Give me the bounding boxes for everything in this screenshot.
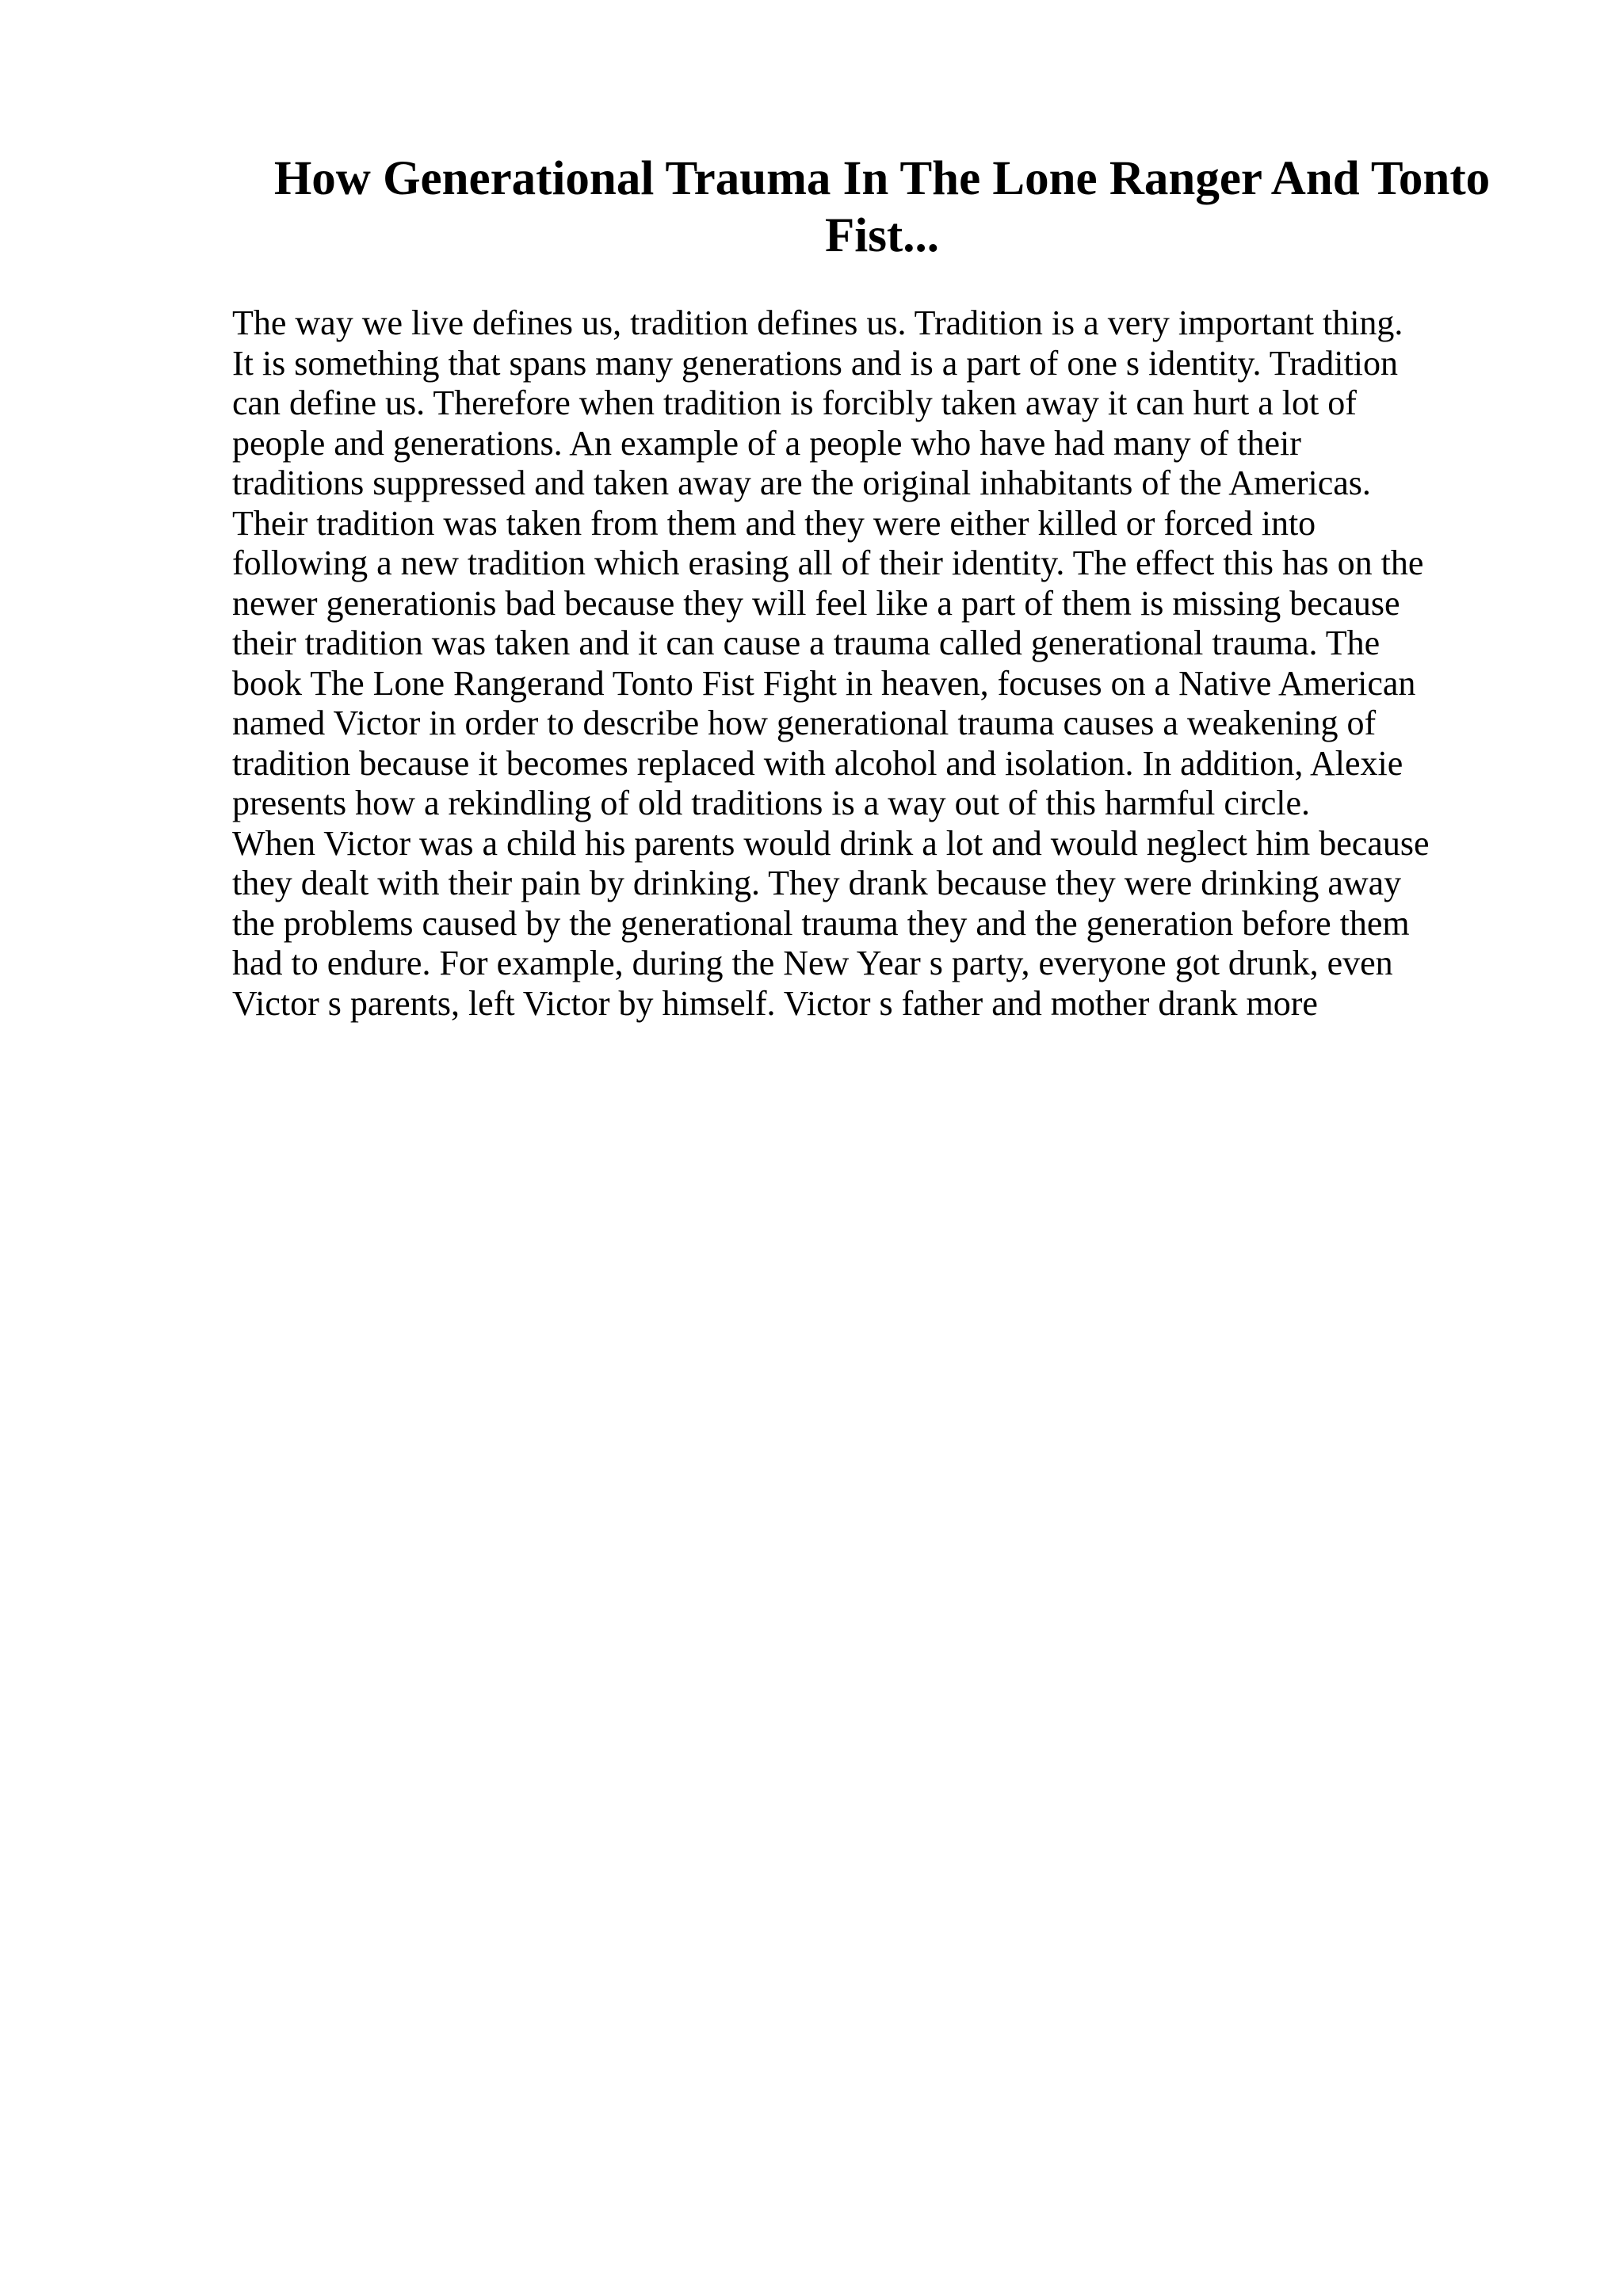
body-line: presents how a rekindling of old traditions is a way out of this harmful circle. xyxy=(232,784,1311,822)
body-line: When Victor was a child his parents would drink a lot and would neglect him because xyxy=(232,823,1430,863)
body-line: named Victor in order to describe how generational trauma causes a weakening of xyxy=(232,704,1377,742)
body-line: newer generationis bad because they will feel like a part of them is missing because xyxy=(232,583,1400,623)
body-line: book The Lone Rangerand Tonto Fist Fight in heaven, focuses on a Native American xyxy=(232,663,1416,703)
body-line: Victor s parents, left Victor by himself. Victor s father and mother drank more xyxy=(232,983,1318,1023)
title-line: Fist... xyxy=(824,209,939,262)
title-line: How Generational Trauma In The Lone Ranger And Tonto xyxy=(273,152,1491,205)
body-line: It is something that spans many generations and is a part of one s identity. Tradition xyxy=(232,343,1398,383)
body-line: tradition because it becomes replaced with alcohol and isolation. In addition, Alexie xyxy=(232,743,1403,783)
body-line: Their tradition was taken from them and they were either killed or forced into xyxy=(232,503,1316,543)
body-line: following a new tradition which erasing all of their identity. The effect this has on the xyxy=(232,543,1424,582)
body-line: people and generations. An example of a people who have had many of their xyxy=(232,423,1301,463)
document-body xyxy=(232,303,1508,1024)
body-line: the problems caused by the generational trauma they and the generation before them xyxy=(232,903,1410,943)
body-line: their tradition was taken and it can cause a trauma called generational trauma. The xyxy=(232,624,1381,662)
body-line: traditions suppressed and taken away are the original inhabitants of the Americas. xyxy=(232,463,1371,502)
body-line: The way we live defines us, tradition defines us. Tradition is a very important thing. xyxy=(232,303,1403,342)
body-line: can define us. Therefore when tradition is forcibly taken away it can hurt a lot of xyxy=(232,383,1357,422)
document-title xyxy=(232,151,1532,265)
body-line: had to endure. For example, during the New Year s party, everyone got drunk, even xyxy=(232,944,1393,982)
body-line: they dealt with their pain by drinking. They drank because they were drinking away xyxy=(232,864,1402,902)
